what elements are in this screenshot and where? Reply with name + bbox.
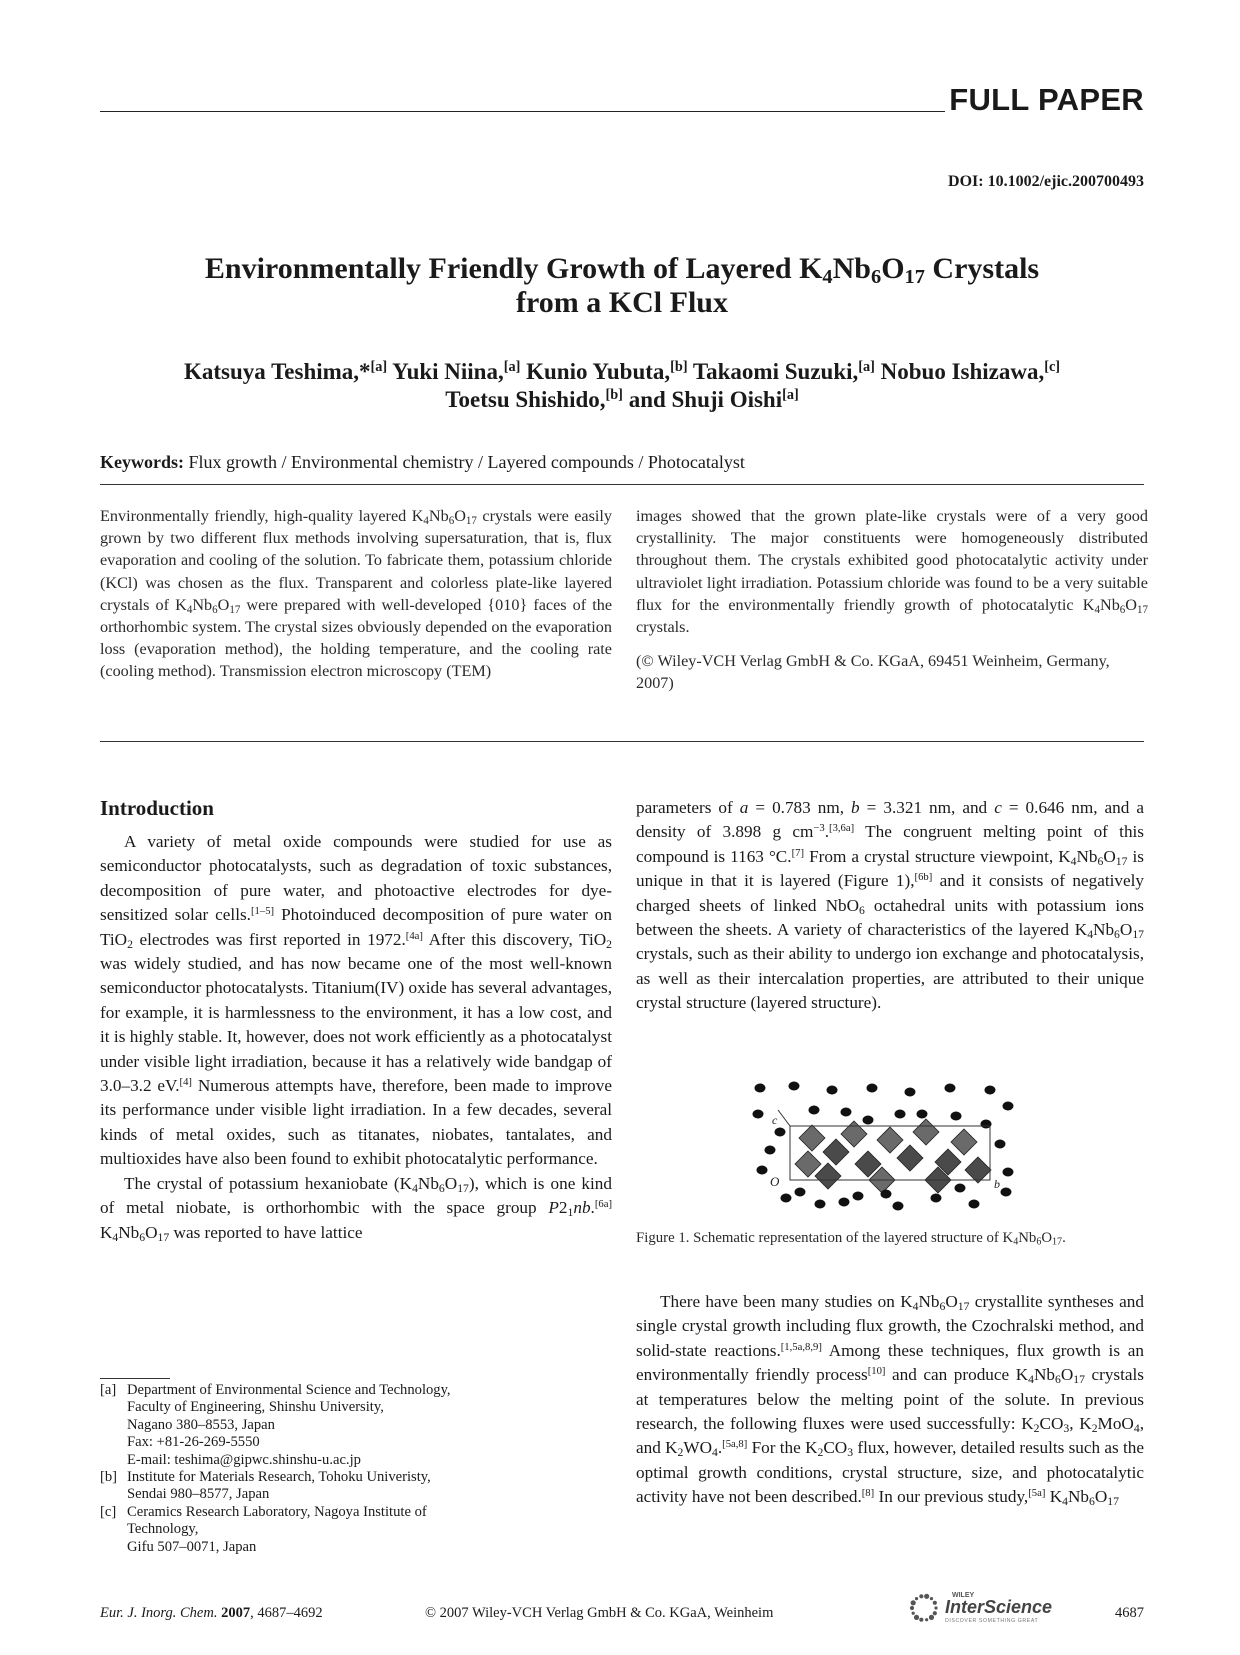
axis-label-b: b (994, 1177, 1000, 1191)
nbo6-octahedron (877, 1127, 903, 1153)
footnote-line: Nagano 380–8553, Japan (127, 1416, 275, 1433)
logo-dot (914, 1615, 919, 1620)
logo-wiley-text: WILEY (952, 1592, 975, 1599)
potassium-ion (809, 1106, 820, 1115)
body-column-left (100, 830, 612, 1245)
potassium-ion (757, 1166, 768, 1175)
potassium-ion (841, 1108, 852, 1117)
figure-caption: Figure 1. Schematic representation of the layered structure of $K_4Nb_6O_{17}$. (636, 1230, 1066, 1248)
potassium-ion (863, 1116, 874, 1125)
axis-label-origin: O (770, 1174, 780, 1189)
footer-citation (100, 1605, 323, 1622)
nbo6-octahedron (913, 1119, 939, 1145)
potassium-ion (881, 1190, 892, 1199)
paper-title (100, 252, 1144, 320)
potassium-ion (955, 1184, 966, 1193)
figure-atoms (753, 1082, 1014, 1211)
nbo6-octahedron (841, 1121, 867, 1147)
potassium-ion (969, 1200, 980, 1209)
journal-pages: , 4687–4692 (250, 1605, 323, 1621)
logo-dot (929, 1615, 934, 1620)
logo-dot (912, 1612, 915, 1615)
potassium-ion (951, 1112, 962, 1121)
potassium-ion (789, 1082, 800, 1091)
potassium-ion (827, 1086, 838, 1095)
abstract-copyright: (© Wiley-VCH Verlag GmbH & Co. KGaA, 69451 Weinheim, Germany, 2007) (636, 652, 1110, 693)
footnote-line: Department of Environmental Science and Technology, (127, 1382, 451, 1398)
section-heading-introduction: Introduction (100, 796, 214, 820)
potassium-ion (945, 1084, 956, 1093)
potassium-ion (931, 1194, 942, 1203)
nbo6-octahedron (897, 1145, 923, 1171)
potassium-ion (753, 1110, 764, 1119)
potassium-ion (781, 1194, 792, 1203)
journal-name: Eur. J. Inorg. Chem. (100, 1605, 218, 1621)
title-line-2: from a KCl Flux (516, 286, 728, 319)
logo-dot (934, 1606, 937, 1609)
abstract-right (636, 505, 1148, 695)
figure-1-crystal-structure (750, 1080, 1018, 1212)
potassium-ion (905, 1088, 916, 1097)
footer-copyright: © 2007 Wiley-VCH Verlag GmbH & Co. KGaA, Weinheim (425, 1605, 774, 1621)
footnote-mark: [c] (100, 1503, 117, 1520)
potassium-ion (853, 1192, 864, 1201)
paragraph-2: The crystal of potassium hexaniobate $(K_4Nb_6O_{17})$, which is one kind of metal niobate, is orthorhombic with the space group $P2_1nb.[6a]$ $K_4Nb_6O_{17}$ was reported to have lattice (100, 1173, 612, 1244)
nbo6-octahedron (823, 1139, 849, 1165)
paragraph-4: There have been many studies on $K_4Nb_6O_{17}$ crystallite syntheses and single crystal growth including flux growth, the Czochralski method, and solid-state reactions.[1,5a,8,9] Among these techniques, flux growth is an environmentally friendly process[10] and can produce $K_4Nb_6O_{17}$ crystals at temperatures below the melting point of the solute. In previous research, the following fluxes were used successfully: $K_2CO_3$, $K_2MoO_4$, and $K_2WO_4.[5a,8]$ For the $K_2CO_3$ flux, however, detailed results such as the optimal growth conditions, crystal structure, size, and photocatalytic activity have not been described.[8] In our previous study,[5a] $K_4Nb_6O_{17}$ (636, 1292, 1145, 1509)
potassium-ion (755, 1084, 766, 1093)
abstract-rule (100, 741, 1144, 742)
potassium-ion (867, 1084, 878, 1093)
footnote-rule (100, 1378, 170, 1379)
paragraph-1: A variety of metal oxide compounds were studied for use as semiconductor photocatalysts, such as degradation of toxic substances, decomposition of pure water, and photoactive electrodes for dye-sensitized solar cells.[1–5] Photoinduced decomposition of pure water on TiO$_2$ electrodes was first reported in 1972.[4a] After this discovery, TiO$_2$ was widely studied, and has now became one of the most well-known semiconductor photocatalysts. Titanium(IV) oxide has several advantages, for example, it is harmlessness to the environment, it has a low cost, and it is highly stable. It, however, does not work efficiently as a photocatalyst under visible light irradiation, because it has a relatively wide bandgap of 3.0–3.2 eV.[4] Numerous attempts have, therefore, been made to improve its performance under visible light irradiation. In a few decades, several kinds of metal oxides, such as titanates, niobates, tantalates, and multioxides have also been found to exhibit photocatalytic performance. (100, 832, 612, 1169)
footnote-email[interactable]: E-mail: teshima@gipwc.shinshu-u.ac.jp (127, 1451, 361, 1468)
footnote-line: Gifu 507–0071, Japan (127, 1538, 257, 1555)
abstract-text-right: images showed that the grown plate-like crystals were of a very good crystallinity. The major constituents were homogeneously distributed throughout them. The crystals exhibited good photocatalytic activity under ultraviolet light irradiation. Potassium chloride was found to be a very suitable flux for the environmentally friendly growth of photocatalytic $K_4Nb_6O_{17}$ crystals. (636, 507, 1148, 637)
logo-dot (910, 1606, 914, 1610)
title-line-1: Environmentally Friendly Growth of Layered $K_4Nb_6O_{17}$ Crystals (204, 252, 1040, 289)
potassium-ion (995, 1140, 1006, 1149)
affiliation-footnotes (100, 1382, 612, 1556)
body-column-right-top (636, 796, 1144, 1016)
potassium-ion (775, 1128, 786, 1137)
nbo6-octahedron (965, 1157, 991, 1183)
potassium-ion (985, 1086, 996, 1095)
header-rule (100, 111, 945, 112)
journal-year: 2007 (221, 1605, 251, 1621)
page-number: 4687 (1115, 1605, 1144, 1621)
potassium-ion (917, 1110, 928, 1119)
footnote-body (127, 1469, 612, 1504)
nbo6-octahedron (799, 1125, 825, 1151)
logo-dots-icon (910, 1594, 938, 1622)
logo-tagline: DISCOVER SOMETHING GREAT (945, 1618, 1039, 1624)
logo-dot (915, 1597, 918, 1600)
logo-dot (924, 1594, 929, 1599)
logo-dot (933, 1611, 937, 1615)
footnote-a (100, 1382, 612, 1469)
footnote-mark: [b] (100, 1469, 118, 1486)
doi: DOI: 10.1002/ejic.200700493 (948, 173, 1144, 190)
potassium-ion (1001, 1188, 1012, 1197)
footnote-body (127, 1382, 612, 1469)
abstract-text-left: Environmentally friendly, high-quality layered $K_4Nb_6O_{17}$ crystals were easily grown by two different flux methods involving supersaturation, that is, flux evaporation and cooling of the solution. To fabricate them, potassium chloride (KCl) was chosen as the flux. Transparent and colorless plate-like layered crystals of $K_4Nb_6O_{17}$ were prepared with well-developed {010} faces of the orthorhombic system. The crystal sizes obviously depended on the evaporation loss (evaporation method), the holding temperature, and the cooling rate (cooling method). Transmission electron microscopy (TEM) (100, 507, 613, 681)
logo-dot (930, 1597, 933, 1600)
footnote-c (100, 1504, 612, 1556)
section-label: FULL PAPER (949, 82, 1144, 117)
logo-interscience-text: InterScience (945, 1597, 1053, 1617)
paragraph-3: parameters of a = 0.783 nm, b = 3.321 nm, and c = 0.646 nm, and a density of 3.898 g $cm^{-3}.[3,6a]$ The congruent melting point of this compound is 1163 °C.[7] From a crystal structure viewpoint, $K_4Nb_6O_{17}$ is unique in that it is layered (Figure 1),[6b] and it consists of negatively charged sheets of linked NbO$_6$ octahedral units with potassium ions between the sheets. A variety of characteristics of the layered $K_4Nb_6O_{17}$ crystals, such as their ability to undergo ion exchange and photocatalysis, as well as their intercalation properties, are attributed to their unique crystal structure (layered structure). (636, 798, 1144, 1013)
footnote-line: Institute for Materials Research, Tohoku Univeristy, (127, 1469, 431, 1486)
author-line-2: Toetsu Shishido,[b] and Shuji Oishi[a] (445, 387, 799, 412)
nbo6-octahedron (795, 1151, 821, 1177)
potassium-ion (1003, 1168, 1014, 1177)
logo-dot (919, 1618, 923, 1622)
interscience-logo (905, 1586, 1070, 1626)
potassium-ion (839, 1198, 850, 1207)
footnote-body (127, 1504, 612, 1556)
logo-dot (919, 1594, 923, 1598)
potassium-ion (795, 1188, 806, 1197)
footnote-b (100, 1469, 612, 1504)
potassium-ion (765, 1146, 776, 1155)
footnote-mark: [a] (100, 1382, 117, 1398)
logo-dot (933, 1601, 937, 1605)
keywords-text: Flux growth / Environmental chemistry / Layered compounds / Photocatalyst (188, 452, 745, 472)
footnote-line: Ceramics Research Laboratory, Nagoya Institute of (127, 1503, 427, 1520)
unit-cell-axis-c (778, 1110, 790, 1126)
potassium-ion (1003, 1102, 1014, 1111)
footnote-line: Fax: +81-26-269-5550 (127, 1434, 260, 1451)
potassium-ion (895, 1110, 906, 1119)
keywords (100, 452, 745, 473)
axis-label-c: c (772, 1113, 778, 1127)
potassium-ion (815, 1200, 826, 1209)
footnote-line: Sendai 980–8577, Japan (127, 1486, 270, 1503)
nbo6-octahedron (815, 1163, 841, 1189)
keywords-label: Keywords: (100, 452, 184, 472)
abstract-left (100, 505, 612, 683)
footnote-line: Faculty of Engineering, Shinshu University, (127, 1399, 384, 1416)
footnote-line: Technology, (127, 1521, 199, 1538)
body-column-right-bottom (636, 1290, 1144, 1510)
potassium-ion (893, 1202, 904, 1211)
logo-dot (911, 1600, 916, 1605)
author-line-1: Katsuya Teshima,*[a] Yuki Niina,[a] Kunio Yubuta,[b] Takaomi Suzuki,[a] Nobuo Ishizawa,[c] (183, 359, 1061, 384)
keywords-rule (100, 484, 1144, 485)
nbo6-octahedron (951, 1129, 977, 1155)
author-list (100, 358, 1144, 414)
logo-dot (925, 1618, 928, 1621)
